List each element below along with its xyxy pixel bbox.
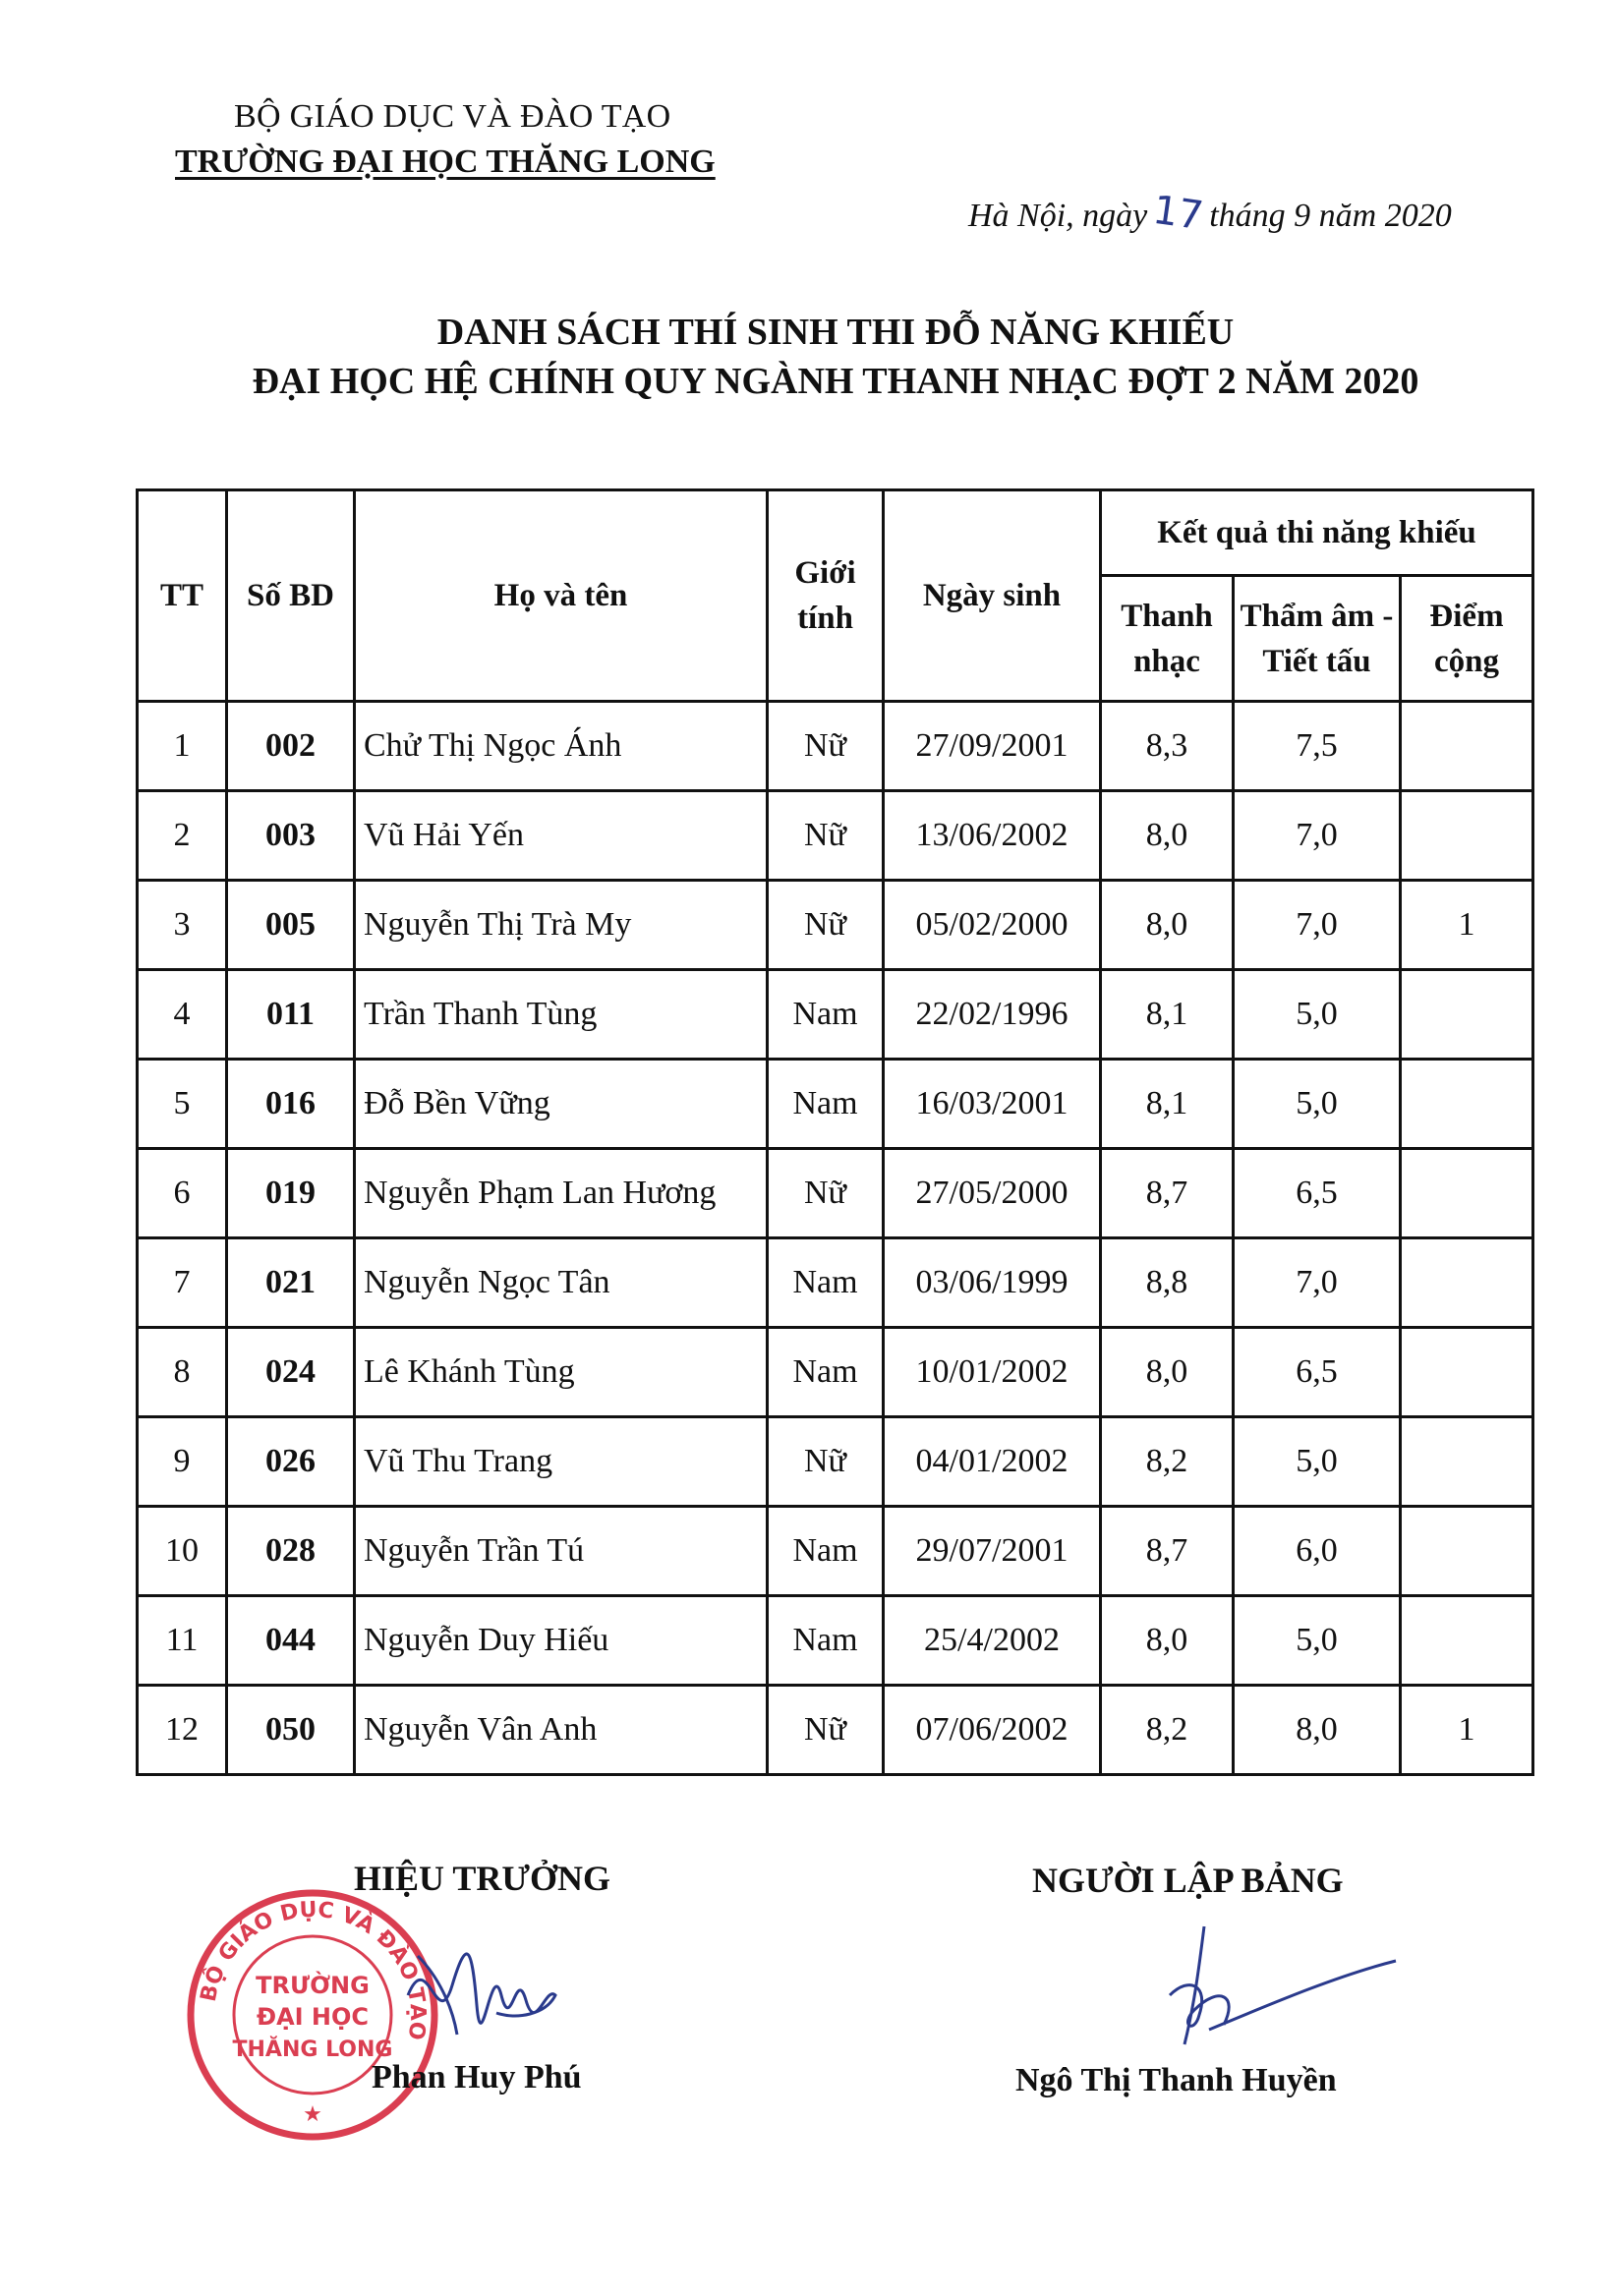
signature-title-principal: HIỆU TRƯỞNG: [354, 1859, 611, 1898]
cell-gender: Nữ: [768, 1149, 884, 1238]
cell-dob: 27/09/2001: [884, 702, 1101, 791]
cell-name: Đỗ Bền Vững: [355, 1060, 768, 1149]
cell-sbd: 011: [227, 970, 355, 1060]
cell-dob: 27/05/2000: [884, 1149, 1101, 1238]
cell-thanh-nhac: 8,8: [1101, 1238, 1234, 1328]
table-row: [138, 1596, 1533, 1686]
table-row: [138, 1238, 1533, 1328]
cell-dob: 22/02/1996: [884, 970, 1101, 1060]
seal-star-icon: ★: [303, 2102, 322, 2127]
cell-gender: Nữ: [768, 1686, 884, 1775]
cell-tham-am: 5,0: [1234, 1060, 1401, 1149]
header-sbd: Số BD: [227, 490, 355, 702]
cell-diem-cong: [1401, 1238, 1533, 1328]
table-row: [138, 1328, 1533, 1417]
cell-name: Nguyễn Vân Anh: [355, 1686, 768, 1775]
cell-diem-cong: [1401, 970, 1533, 1060]
cell-diem-cong: 1: [1401, 881, 1533, 970]
cell-tt: 6: [138, 1149, 227, 1238]
cell-tt: 1: [138, 702, 227, 791]
cell-tt: 10: [138, 1507, 227, 1596]
cell-gender: Nữ: [768, 1417, 884, 1507]
cell-name: Nguyễn Trần Tú: [355, 1507, 768, 1596]
cell-sbd: 028: [227, 1507, 355, 1596]
seal-line1: TRƯỜNG: [256, 1972, 370, 1999]
cell-sbd: 026: [227, 1417, 355, 1507]
cell-tham-am: 7,0: [1234, 791, 1401, 881]
cell-tham-am: 5,0: [1234, 1417, 1401, 1507]
signature-name-principal: Phan Huy Phú: [372, 2059, 582, 2095]
cell-name: Lê Khánh Tùng: [355, 1328, 768, 1417]
cell-tham-am: 6,5: [1234, 1149, 1401, 1238]
cell-thanh-nhac: 8,0: [1101, 1596, 1234, 1686]
cell-dob: 04/01/2002: [884, 1417, 1101, 1507]
date-prefix: Hà Nội, ngày: [968, 198, 1148, 234]
cell-dob: 16/03/2001: [884, 1060, 1101, 1149]
cell-tt: 2: [138, 791, 227, 881]
table-row: [138, 1417, 1533, 1507]
seal-outer-text: BỘ GIÁO DỤC VÀ ĐÀO TẠO: [196, 1897, 431, 2042]
cell-tham-am: 6,5: [1234, 1328, 1401, 1417]
header-tham-am: Thẩm âm - Tiết tấu: [1234, 576, 1401, 702]
cell-name: Trần Thanh Tùng: [355, 970, 768, 1060]
cell-diem-cong: [1401, 1328, 1533, 1417]
seal-line3: THĂNG LONG: [232, 2038, 393, 2062]
header-dob: Ngày sinh: [884, 490, 1101, 702]
cell-sbd: 050: [227, 1686, 355, 1775]
cell-tt: 7: [138, 1238, 227, 1328]
cell-tham-am: 5,0: [1234, 970, 1401, 1060]
table-row: [138, 1507, 1533, 1596]
cell-tt: 8: [138, 1328, 227, 1417]
cell-name: Nguyễn Ngọc Tân: [355, 1238, 768, 1328]
cell-tham-am: 5,0: [1234, 1596, 1401, 1686]
header-name: Họ và tên: [355, 490, 768, 702]
cell-gender: Nam: [768, 970, 884, 1060]
table-row: [138, 791, 1533, 881]
header-thanh-nhac: Thanh nhạc: [1101, 576, 1234, 702]
cell-tham-am: 7,0: [1234, 881, 1401, 970]
ministry-name: BỘ GIÁO DỤC VÀ ĐÀO TẠO: [234, 98, 671, 135]
cell-tham-am: 7,0: [1234, 1238, 1401, 1328]
table-row: [138, 1149, 1533, 1238]
table-row: [138, 1060, 1533, 1149]
cell-diem-cong: [1401, 1596, 1533, 1686]
cell-dob: 13/06/2002: [884, 791, 1101, 881]
cell-sbd: 044: [227, 1596, 355, 1686]
cell-sbd: 024: [227, 1328, 355, 1417]
cell-diem-cong: [1401, 1149, 1533, 1238]
date-day: 17: [1150, 187, 1207, 240]
cell-thanh-nhac: 8,0: [1101, 881, 1234, 970]
cell-gender: Nam: [768, 1596, 884, 1686]
document-title-line2: ĐẠI HỌC HỆ CHÍNH QUY NGÀNH THANH NHẠC ĐỢT 2 NĂM 2020: [252, 361, 1419, 402]
cell-thanh-nhac: 8,0: [1101, 1328, 1234, 1417]
cell-tt: 12: [138, 1686, 227, 1775]
cell-diem-cong: [1401, 1417, 1533, 1507]
date-suffix: tháng 9 năm 2020: [1209, 198, 1452, 234]
cell-tt: 4: [138, 970, 227, 1060]
cell-sbd: 021: [227, 1238, 355, 1328]
cell-sbd: 016: [227, 1060, 355, 1149]
document-title-line1: DANH SÁCH THÍ SINH THI ĐỖ NĂNG KHIẾU: [436, 312, 1235, 353]
cell-name: Nguyễn Phạm Lan Hương: [355, 1149, 768, 1238]
preparer-signature: [1150, 1917, 1406, 2064]
cell-tham-am: 7,5: [1234, 702, 1401, 791]
cell-tt: 9: [138, 1417, 227, 1507]
cell-tt: 11: [138, 1596, 227, 1686]
cell-gender: Nữ: [768, 702, 884, 791]
school-name: TRƯỜNG ĐẠI HỌC THĂNG LONG: [175, 144, 716, 180]
cell-dob: 05/02/2000: [884, 881, 1101, 970]
table-row: [138, 702, 1533, 791]
header-gender: Giới tính: [768, 490, 884, 702]
cell-thanh-nhac: 8,7: [1101, 1149, 1234, 1238]
cell-sbd: 002: [227, 702, 355, 791]
cell-tham-am: 6,0: [1234, 1507, 1401, 1596]
table-row: [138, 970, 1533, 1060]
cell-diem-cong: [1401, 791, 1533, 881]
cell-tham-am: 8,0: [1234, 1686, 1401, 1775]
header-tt: TT: [138, 490, 227, 702]
cell-thanh-nhac: 8,0: [1101, 791, 1234, 881]
cell-name: Nguyễn Duy Hiếu: [355, 1596, 768, 1686]
cell-thanh-nhac: 8,2: [1101, 1686, 1234, 1775]
cell-thanh-nhac: 8,2: [1101, 1417, 1234, 1507]
cell-dob: 03/06/1999: [884, 1238, 1101, 1328]
cell-thanh-nhac: 8,1: [1101, 1060, 1234, 1149]
cell-tt: 3: [138, 881, 227, 970]
cell-sbd: 003: [227, 791, 355, 881]
cell-name: Vũ Hải Yến: [355, 791, 768, 881]
cell-name: Nguyễn Thị Trà My: [355, 881, 768, 970]
cell-gender: Nam: [768, 1060, 884, 1149]
cell-dob: 29/07/2001: [884, 1507, 1101, 1596]
cell-name: Chử Thị Ngọc Ánh: [355, 702, 768, 791]
signature-title-preparer: NGƯỜI LẬP BẢNG: [1032, 1861, 1344, 1900]
cell-thanh-nhac: 8,1: [1101, 970, 1234, 1060]
header-result-group: Kết quả thi năng khiếu: [1101, 490, 1533, 576]
cell-name: Vũ Thu Trang: [355, 1417, 768, 1507]
cell-dob: 10/01/2002: [884, 1328, 1101, 1417]
cell-gender: Nam: [768, 1328, 884, 1417]
table-row: [138, 1686, 1533, 1775]
cell-dob: 07/06/2002: [884, 1686, 1101, 1775]
table-row: [138, 881, 1533, 970]
dateline: [968, 187, 1452, 240]
cell-diem-cong: 1: [1401, 1686, 1533, 1775]
header-diem-cong: Điểm cộng: [1401, 576, 1533, 702]
cell-sbd: 005: [227, 881, 355, 970]
cell-diem-cong: [1401, 1060, 1533, 1149]
cell-sbd: 019: [227, 1149, 355, 1238]
cell-diem-cong: [1401, 1507, 1533, 1596]
signature-name-preparer: Ngô Thị Thanh Huyền: [1015, 2062, 1337, 2098]
cell-gender: Nam: [768, 1507, 884, 1596]
seal-line2: ĐẠI HỌC: [256, 2003, 370, 2031]
cell-gender: Nữ: [768, 881, 884, 970]
cell-dob: 25/4/2002: [884, 1596, 1101, 1686]
cell-diem-cong: [1401, 702, 1533, 791]
principal-signature: [398, 1926, 565, 2054]
cell-gender: Nam: [768, 1238, 884, 1328]
cell-thanh-nhac: 8,7: [1101, 1507, 1234, 1596]
cell-thanh-nhac: 8,3: [1101, 702, 1234, 791]
cell-tt: 5: [138, 1060, 227, 1149]
results-table: [136, 488, 1534, 1776]
cell-gender: Nữ: [768, 791, 884, 881]
